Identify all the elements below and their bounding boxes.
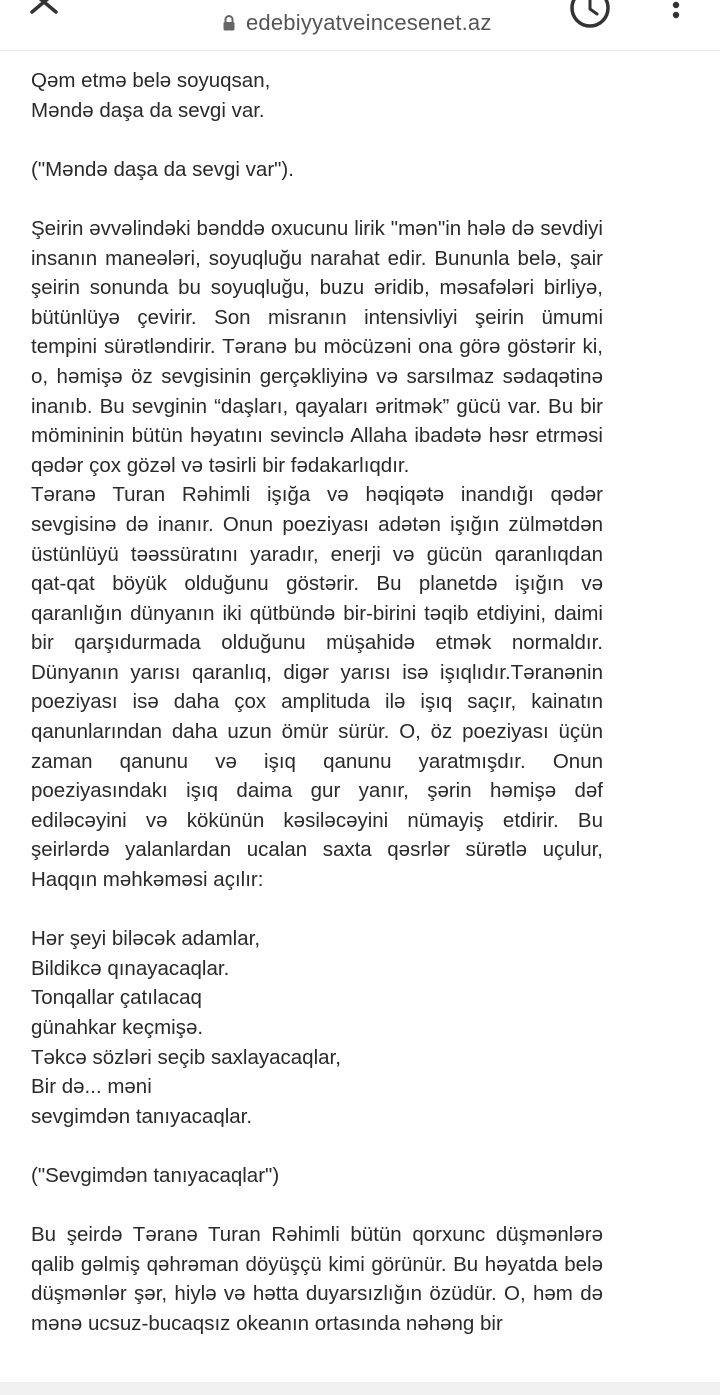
- address-bar[interactable]: [222, 6, 492, 40]
- more-vert-icon[interactable]: [664, 0, 688, 28]
- browser-toolbar: [0, 0, 720, 51]
- poem-line: Təkcə sözləri seçib saxlayacaqlar,: [31, 1045, 341, 1069]
- lock-icon: [222, 14, 236, 32]
- poem-line: Bildikcə qınayacaqlar.: [31, 956, 230, 980]
- history-icon[interactable]: [566, 0, 614, 32]
- close-icon[interactable]: [28, 0, 68, 26]
- url-text: edebiyyatveincesenet.az: [246, 10, 492, 35]
- poem-line: Bir də... məni: [31, 1075, 152, 1099]
- article-body: [31, 66, 603, 1339]
- paragraph: Təranə Turan Rəhimli işığa və həqiqətə inandığı qədər sevgisinə də inanır. Onun poeziyası adətən işığın zülmətdən üstünlüyü təəssüratını yaradır, enerji və gücün qaranlıqdan qat-qat böyük olduğunu göstərir. Bu planetdə işığın və qaranlığın dünyanın iki qütbündə bir-birini təqib etdiyini, daimi bir qarşıdurmada olduğunu müşahidə etmək normaldır. Dünyanın yarısı qaranlıq, digər yarısı isə işıqlıdır.Təranənin poeziyası isə daha çox amplituda ilə işıq saçır, kainatın qanunlarından daha uzun ömür sürür. O, öz poeziyası üçün zaman qanunu və işıq qanunu yaratmışdır. Onun poeziyasındakı işıq daima gur yanır, şərin həmişə dəf ediləcəyini və kökünün kəsiləcəyini nümayiş etdirir. Bu şeirlərdə yalanlardan ucalan saxta qəsrlər sürətlə uçulur, Haqqın məhkəməsi açılır:: [31, 483, 603, 892]
- paragraph: Bu şeirdə Təranə Turan Rəhimli bütün qorxunc düşmənlərə qalib gəlmiş qəhrəman döyüşçü kimi görünür. Bu həyatda belə düşmənlər şər, hiylə və hətta duyarsızlığın özüdür. O, həm də mənə ucsuz-bucaqsız okeanın ortasında nəhəng bir: [31, 1223, 603, 1335]
- poem-title-quote: ("Sevgimdən tanıyacaqlar"): [31, 1163, 280, 1187]
- poem-line: sevgimdən tanıyacaqlar.: [31, 1104, 253, 1128]
- poem-line: Məndə daşa da sevgi var.: [31, 98, 265, 122]
- poem-line: günahkar keçmişə.: [31, 1016, 204, 1039]
- poem-line: Hər şeyi biləcək adamlar,: [31, 927, 261, 951]
- poem-title-quote: ("Məndə daşa da sevgi var").: [31, 157, 294, 181]
- paragraph: Şeirin əvvəlindəki bənddə oxucunu lirik "mən"in hələ də sevdiyi insanın maneələri, soyuqluğu narahat edir. Bununla belə, şair şeirin sonunda bu soyuqluğu, buzu əridib, məsafələri birliyə, bütünlüyə çevirir. Son misranın intensivliyi şeirin ümumi tempini sürətləndirir. Təranə bu möcüzəni ona görə göstərir ki, o, həmişə öz sevgisinin gerçəkliyinə və sarsılmaz sədaqətinə inanıb. Bu sevginin “daşları, qayaları əritmək” gücü var. Bu bir mömininin bütün həyatını sevinclə Allaha ibadətə həsr etrməsi qədər çox gözəl və təsirli bir fədakarlıqdır.: [31, 216, 603, 477]
- poem-line: Qəm etmə belə soyuqsan,: [31, 69, 271, 92]
- poem-line: Tonqallar çatılacaq: [31, 986, 202, 1010]
- bottom-edge: [0, 1382, 720, 1395]
